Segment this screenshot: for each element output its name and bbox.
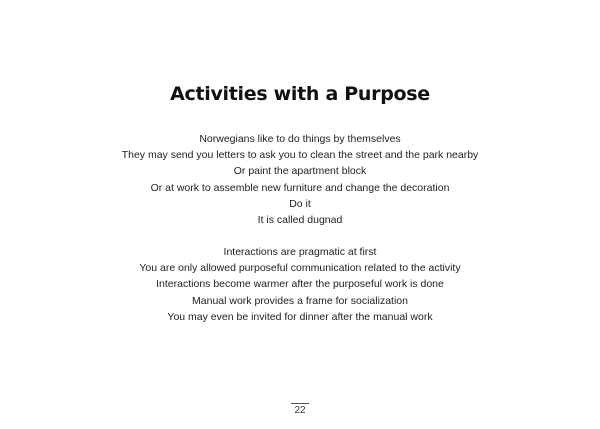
page-title: Activities with a Purpose — [170, 83, 430, 105]
text-line: Interactions become warmer after the purposeful work is done — [156, 278, 444, 291]
text-line: Interactions are pragmatic at first — [223, 246, 377, 258]
text-line: Or at work to assemble new furniture and change the decoration — [150, 181, 450, 194]
page-number: 22 — [294, 405, 306, 416]
paragraph-interactions — [0, 244, 600, 325]
text-line: Or paint the apartment block — [233, 165, 367, 178]
text-line: It is called dugnad — [257, 214, 343, 227]
text-line: You may even be invited for dinner after the manual work — [167, 310, 433, 323]
text-line: You are only allowed purposeful communication related to the activity — [139, 262, 461, 275]
footer-divider — [291, 403, 309, 404]
paragraph-dugnad — [0, 131, 600, 228]
text-line: Do it — [289, 197, 311, 210]
text-line: Norwegians like to do things by themselves — [199, 133, 401, 145]
text-line: Manual work provides a frame for socialization — [192, 294, 408, 307]
text-line: They may send you letters to ask you to clean the street and the park nearby — [121, 149, 479, 162]
